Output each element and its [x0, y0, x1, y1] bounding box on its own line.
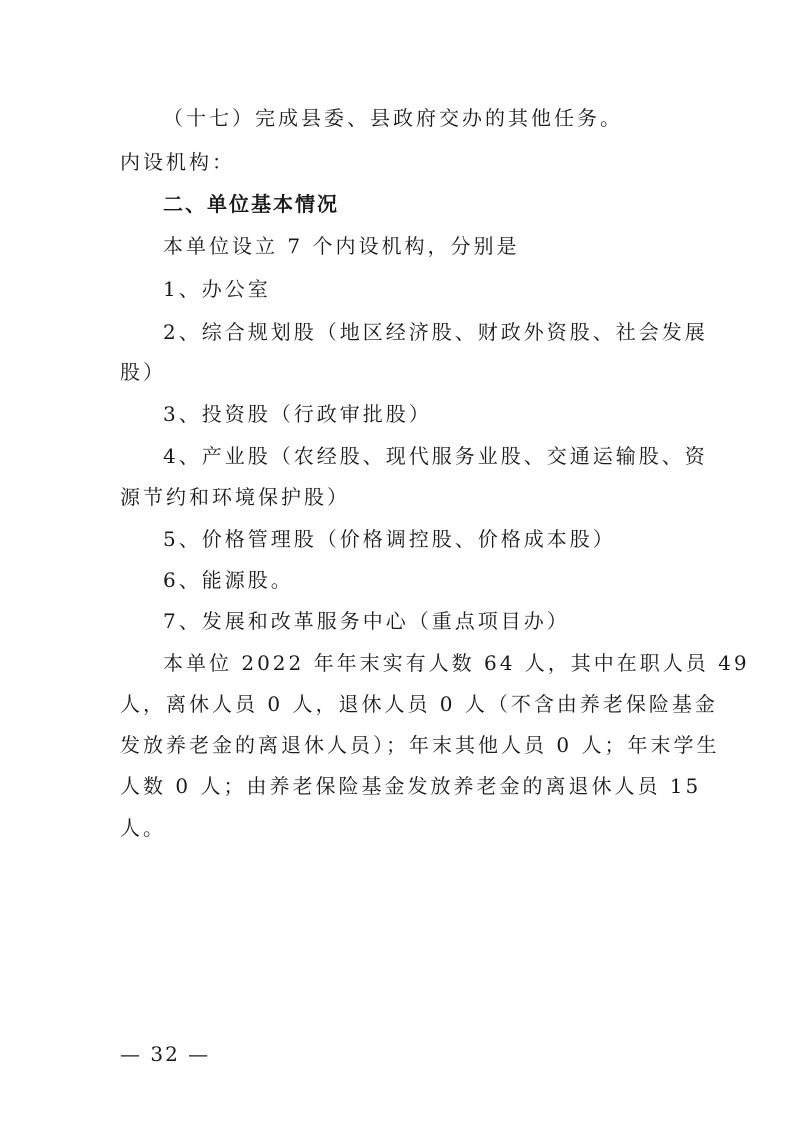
list-item-1: 1、办公室: [163, 277, 271, 301]
staff-line-2: 人，离休人员 0 人，退休人员 0 人（不含由养老保险基金: [120, 692, 718, 716]
list-item-5: 5、价格管理股（价格调控股、价格成本股）: [163, 527, 616, 551]
task-line-17: （十七）完成县委、县政府交办的其他任务。: [163, 106, 623, 130]
list-item-6: 6、能源股。: [163, 568, 294, 592]
list-item-7: 7、发展和改革服务中心（重点项目办）: [163, 609, 570, 633]
staff-line-3: 发放养老金的离退休人员）；年末其他人员 0 人；年末学生: [120, 733, 720, 757]
list-item-4: 4、产业股（农经股、现代服务业股、交通运输股、资: [163, 444, 708, 468]
list-item-3: 3、投资股（行政审批股）: [163, 402, 432, 426]
internal-structure-label: 内设机构：: [120, 150, 235, 174]
staff-line-1: 本单位 2022 年年末实有人数 64 人，其中在职人员 49: [163, 651, 750, 675]
staff-line-4: 人数 0 人；由养老保险基金发放养老金的离退休人员 15: [120, 774, 702, 798]
intro-line: 本单位设立 7 个内设机构，分别是: [163, 234, 520, 258]
list-item-4-cont: 源节约和环境保护股）: [120, 485, 350, 509]
section-heading: 二、单位基本情况: [163, 192, 339, 216]
page-number: — 32 —: [120, 1042, 211, 1066]
list-item-2: 2、综合规划股（地区经济股、财政外资股、社会发展: [163, 320, 708, 344]
staff-line-5: 人。: [120, 816, 166, 840]
list-item-2-cont: 股）: [120, 360, 166, 384]
